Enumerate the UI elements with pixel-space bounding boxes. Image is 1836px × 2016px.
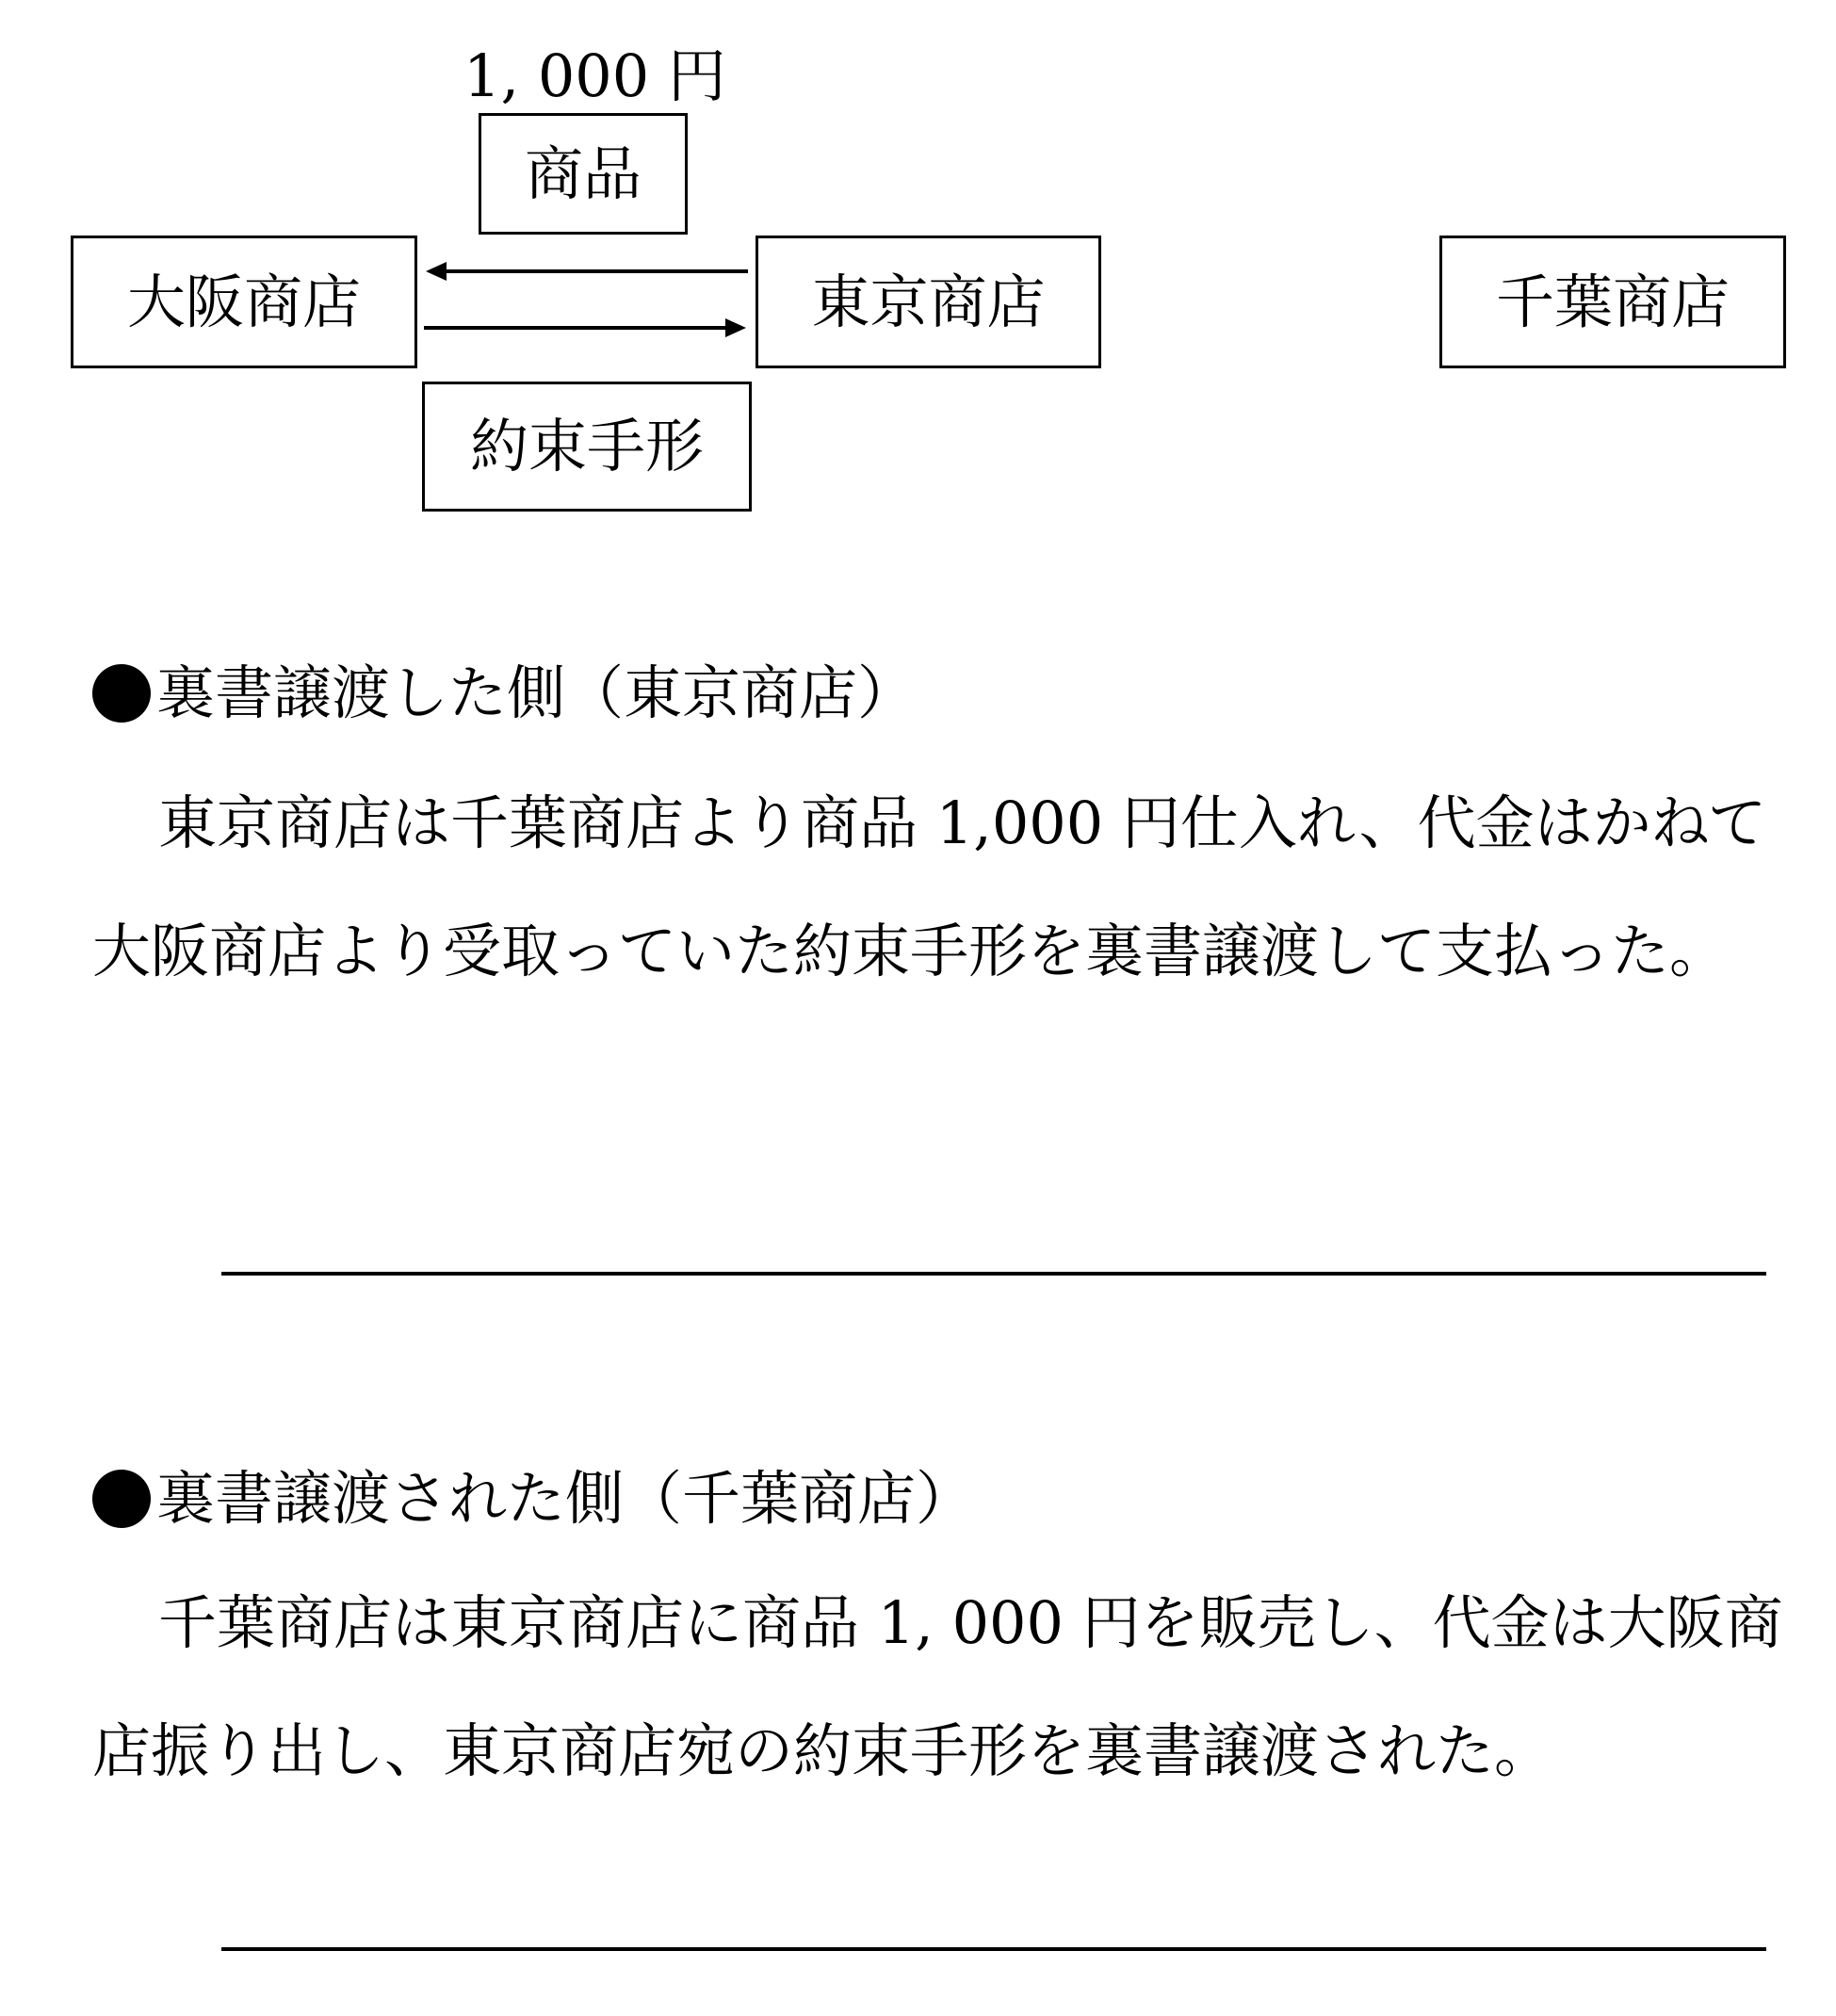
section1-heading	[92, 658, 917, 727]
note-flow-arrow	[422, 311, 754, 349]
goods-flow-arrow	[414, 254, 754, 292]
chiba-shop-box: 千葉商店	[1439, 236, 1786, 368]
osaka-shop-box: 大阪商店	[71, 236, 417, 368]
bullet-icon	[92, 1470, 151, 1528]
bullet-icon	[92, 664, 151, 723]
section1-answer-line	[221, 1272, 1766, 1276]
promissory-note-box: 約束手形	[422, 382, 752, 512]
section2-heading	[92, 1464, 975, 1533]
tokyo-shop-box: 東京商店	[756, 236, 1101, 368]
amount-label: 1, 000 円	[463, 41, 726, 110]
goods-box: 商品	[479, 113, 688, 235]
section2-answer-line	[221, 1947, 1766, 1951]
section1-heading-text: 裏書譲渡した側（東京商店）	[156, 658, 917, 727]
section1-paragraph: 東京商店は千葉商店より商品 1,000 円仕入れ、代金はかねて大阪商店より受取っていた約束手形を裏書譲渡して支払った。	[92, 789, 1767, 985]
section2-heading-text: 裏書譲渡された側（千葉商店）	[156, 1464, 975, 1533]
section2-paragraph: 千葉商店は東京商店に商品 1, 000 円を販売し、代金は大阪商店振り出し、東京商店宛の約束手形を裏書譲渡された。	[92, 1588, 1783, 1785]
